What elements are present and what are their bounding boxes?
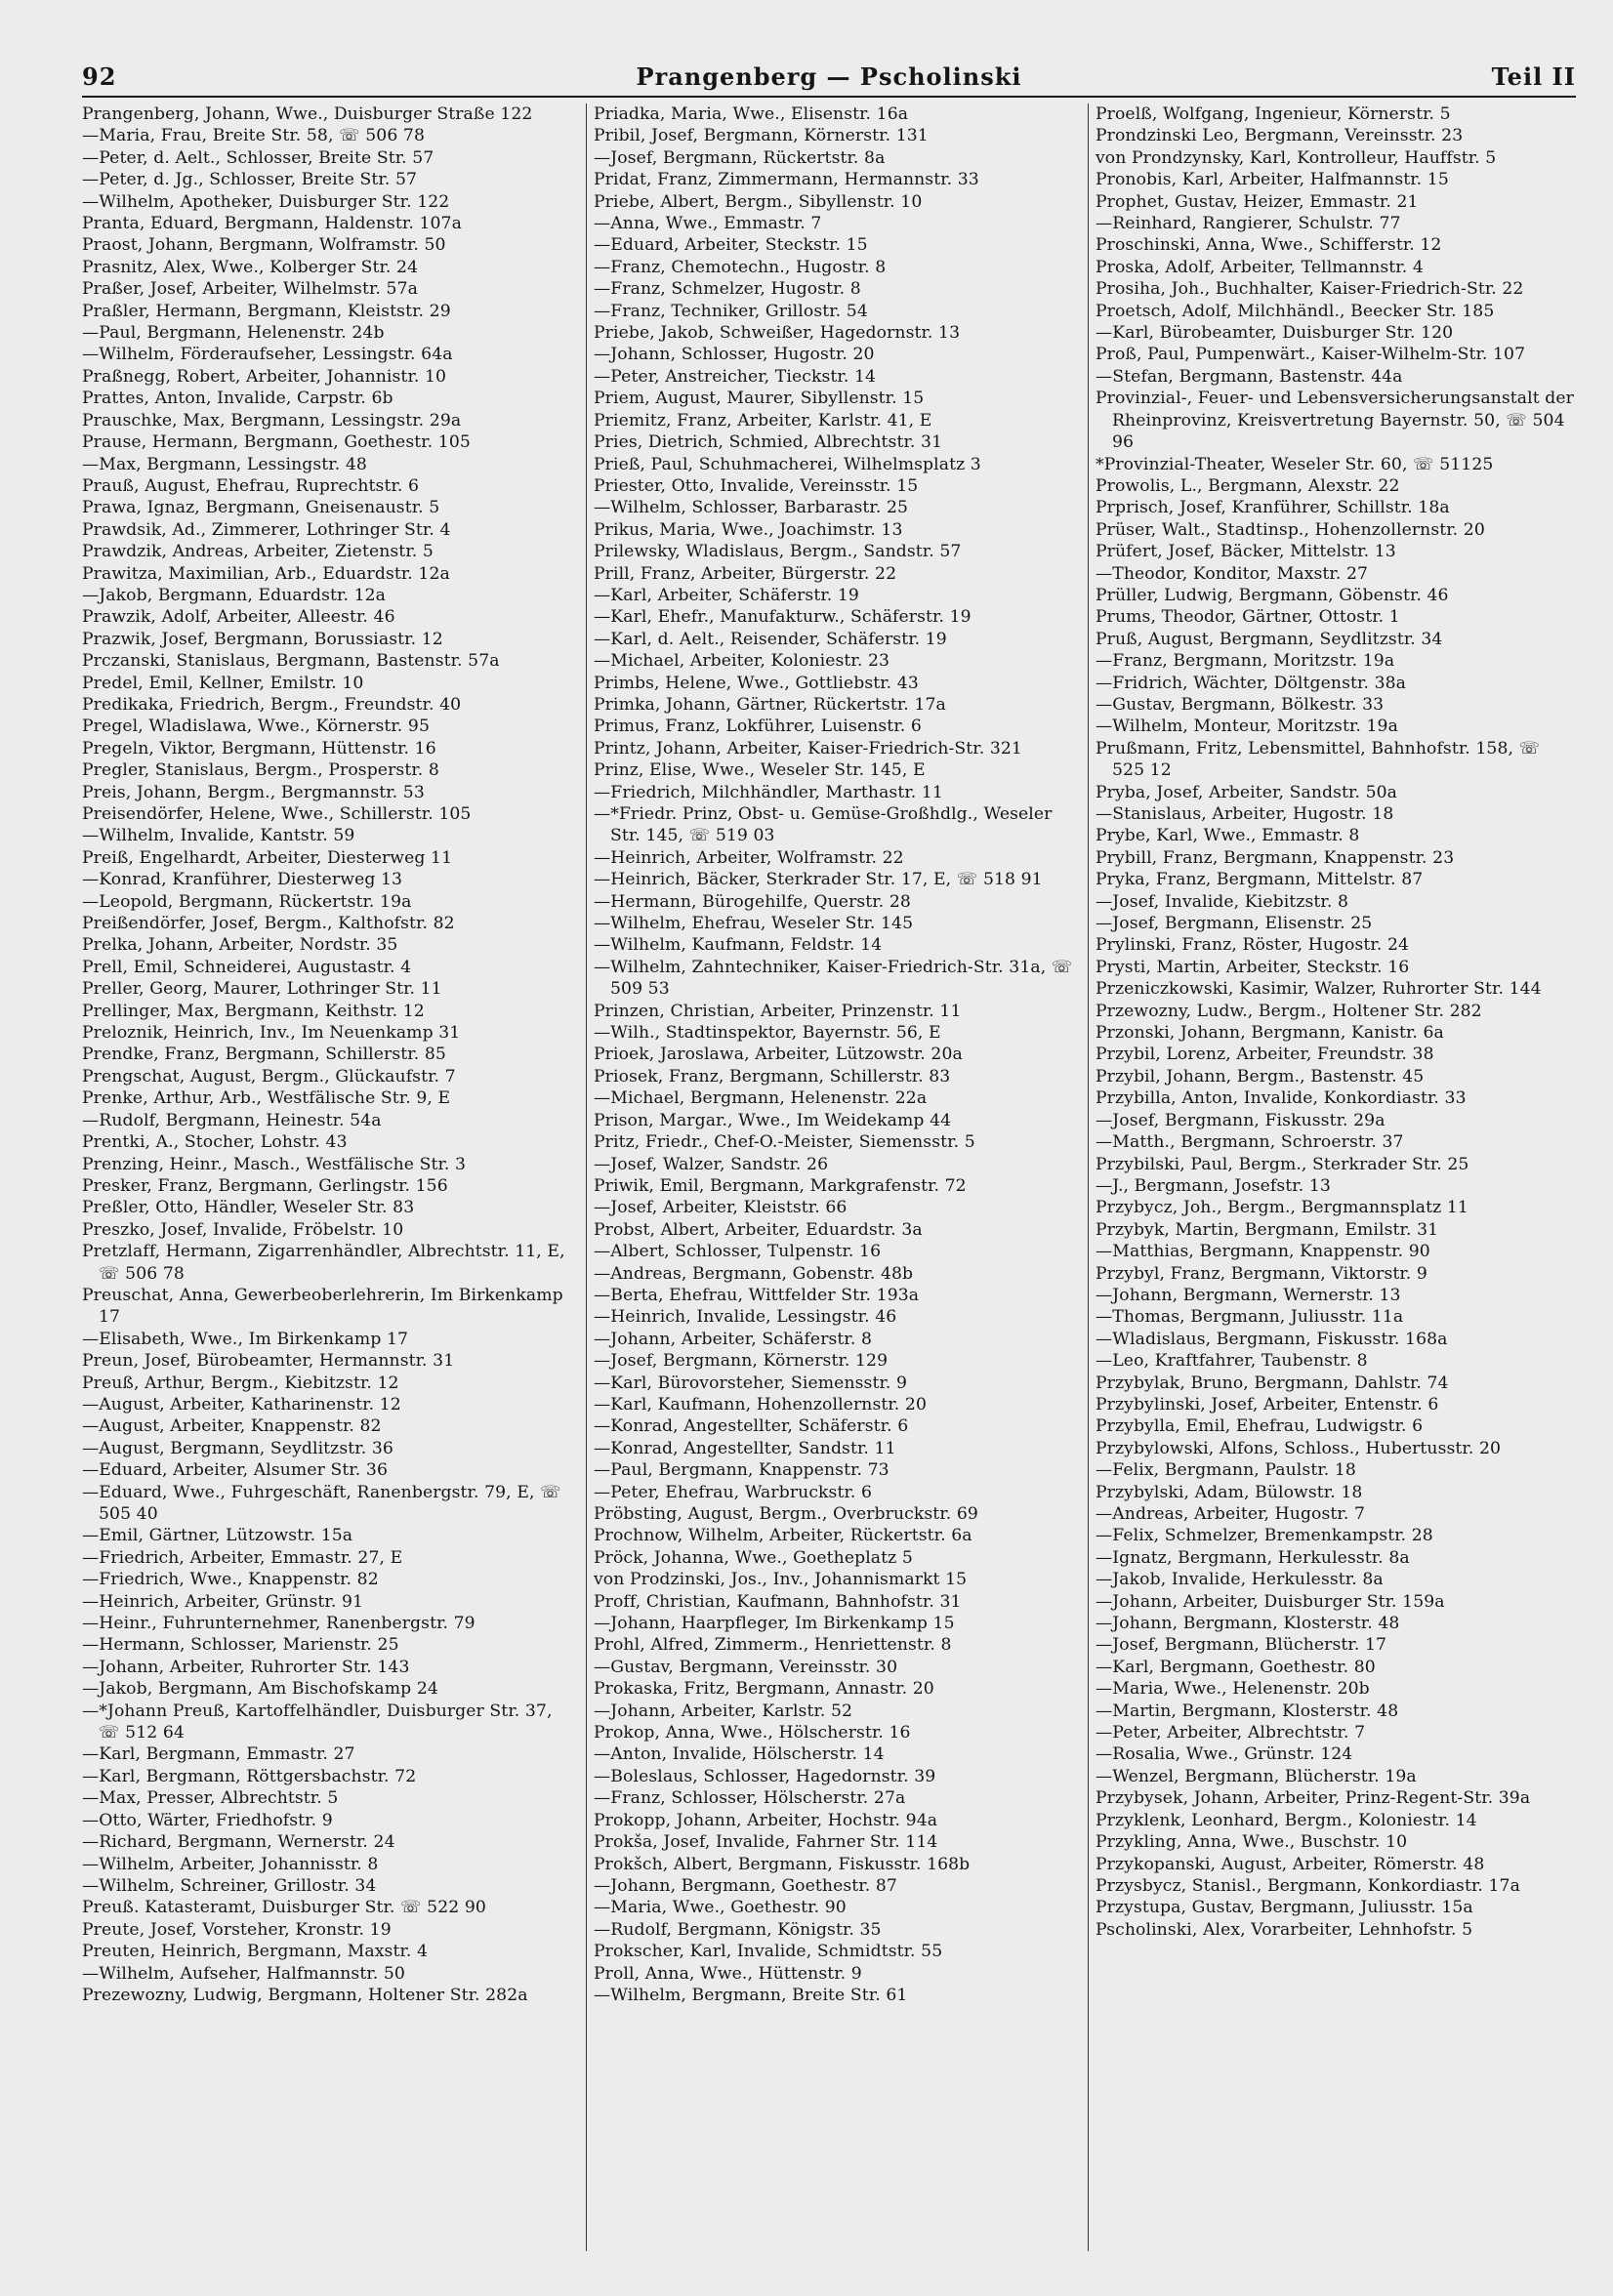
directory-entry: Prohl, Alfred, Zimmerm., Henriettenstr. 8 <box>594 1635 952 1656</box>
directory-entry: —Johann, Bergmann, Klosterstr. 48 <box>1096 1614 1400 1634</box>
directory-entry: —Johann, Arbeiter, Karlstr. 52 <box>594 1701 853 1721</box>
directory-entry: —Peter, Anstreicher, Tieckstr. 14 <box>594 366 877 387</box>
directory-entry: Prochnow, Wilhelm, Arbeiter, Rückertstr. 6a <box>594 1526 972 1546</box>
directory-entry: Przybylla, Emil, Ehefrau, Ludwigstr. 6 <box>1096 1416 1424 1437</box>
directory-entry: Pryba, Josef, Arbeiter, Sandstr. 50a <box>1096 782 1397 802</box>
directory-entry: Prokop, Anna, Wwe., Hölscherstr. 16 <box>594 1723 911 1743</box>
directory-entry: Prybe, Karl, Wwe., Emmastr. 8 <box>1096 826 1360 846</box>
directory-entry: Proetsch, Adolf, Milchhändl., Beecker Str. 185 <box>1096 301 1495 321</box>
directory-entry: Prinz, Elise, Wwe., Weseler Str. 145, E <box>594 760 926 781</box>
directory-entry: Przyklenk, Leonhard, Bergm., Koloniestr. 14 <box>1096 1810 1477 1830</box>
directory-entry: Prüfert, Josef, Bäcker, Mittelstr. 13 <box>1096 542 1396 562</box>
directory-entry: —Karl, Ehefr., Manufakturw., Schäferstr. 19 <box>594 607 972 628</box>
directory-entry: —Franz, Techniker, Grillostr. 54 <box>594 301 868 321</box>
directory-entry: Przystupa, Gustav, Bergmann, Juliusstr. 15a <box>1096 1898 1473 1918</box>
directory-entry: Przybil, Lorenz, Arbeiter, Freundstr. 38 <box>1096 1045 1434 1065</box>
directory-entry: Prüller, Ludwig, Bergmann, Göbenstr. 46 <box>1096 585 1449 605</box>
directory-entry: Priosek, Franz, Bergmann, Schillerstr. 83 <box>594 1066 951 1086</box>
directory-entry: —Stefan, Bergmann, Bastenstr. 44a <box>1096 366 1403 387</box>
directory-entry: —Friedrich, Wwe., Knappenstr. 82 <box>82 1570 379 1590</box>
directory-entry: Prangenberg, Johann, Wwe., Duisburger Straße 122 <box>82 104 533 124</box>
directory-entry: Przybycz, Joh., Bergm., Bergmannsplatz 11 <box>1096 1198 1468 1218</box>
directory-entry: —Ignatz, Bergmann, Herkulesstr. 8a <box>1096 1547 1410 1568</box>
directory-entry: —Gustav, Bergmann, Bölkestr. 33 <box>1096 694 1385 715</box>
directory-entry: Pronobis, Karl, Arbeiter, Halfmannstr. 15 <box>1096 170 1449 190</box>
directory-entry: —Thomas, Bergmann, Juliusstr. 11a <box>1096 1307 1404 1328</box>
directory-entry: —Eduard, Arbeiter, Steckstr. 15 <box>594 235 868 256</box>
directory-entry: Provinzial-, Feuer- und Lebensversicherungsanstalt der Rheinprovinz, Kreisvertretung Bayernstr. 50, ☏ 504 96 <box>1096 389 1574 453</box>
directory-entry: —Otto, Wärter, Friedhofstr. 9 <box>82 1810 333 1830</box>
directory-entry: Prophet, Gustav, Heizer, Emmastr. 21 <box>1096 191 1419 212</box>
directory-entry: —Paul, Bergmann, Helenenstr. 24b <box>82 323 385 344</box>
directory-entry: —Leo, Kraftfahrer, Taubenstr. 8 <box>1096 1351 1368 1372</box>
directory-entry: Preuschat, Anna, Gewerbeoberlehrerin, Im Birkenkamp 17 <box>82 1285 563 1328</box>
directory-entry: Predikaka, Friedrich, Bergm., Freundstr. 40 <box>82 694 462 715</box>
directory-entry: —Heinrich, Invalide, Lessingstr. 46 <box>594 1307 897 1328</box>
directory-entry: Przybyl, Franz, Bergmann, Viktorstr. 9 <box>1096 1263 1427 1284</box>
directory-entry: Prokopp, Johann, Arbeiter, Hochstr. 94a <box>594 1810 938 1830</box>
page-header <box>82 57 1576 98</box>
directory-entry: Preisendörfer, Helene, Wwe., Schillerstr. 105 <box>82 804 472 824</box>
directory-entry: Preißendörfer, Josef, Bergm., Kalthofstr. 82 <box>82 914 455 934</box>
directory-entry: Prazwik, Josef, Bergmann, Borussiastr. 12 <box>82 629 443 649</box>
directory-entry: —Albert, Schlosser, Tulpenstr. 16 <box>594 1242 882 1262</box>
directory-entry: —Gustav, Bergmann, Vereinsstr. 30 <box>594 1657 898 1677</box>
directory-entry: Pruß, August, Bergmann, Seydlitzstr. 34 <box>1096 629 1443 649</box>
directory-entry: Prawzik, Adolf, Arbeiter, Alleestr. 46 <box>82 607 395 628</box>
directory-entry: —Wilhelm, Schlosser, Barbarastr. 25 <box>594 498 909 518</box>
directory-entry: Przykling, Anna, Wwe., Buschstr. 10 <box>1096 1832 1408 1853</box>
directory-entry: von Prondzynsky, Karl, Kontrolleur, Hauffstr. 5 <box>1096 147 1497 168</box>
directory-entry: —Josef, Bergmann, Blücherstr. 17 <box>1096 1635 1387 1656</box>
directory-entry: —Konrad, Kranführer, Diesterweg 13 <box>82 870 403 890</box>
directory-entry: Prokscher, Karl, Invalide, Schmidtstr. 55 <box>594 1942 943 1962</box>
directory-entry: —Theodor, Konditor, Maxstr. 27 <box>1096 563 1369 584</box>
directory-entry: Przybilski, Paul, Bergm., Sterkrader Str. 25 <box>1096 1154 1469 1174</box>
directory-entry: Primka, Johann, Gärtner, Rückertstr. 17a <box>594 694 946 715</box>
directory-entry: —Andreas, Arbeiter, Hugostr. 7 <box>1096 1504 1366 1524</box>
directory-entry: Prawitza, Maximilian, Arb., Eduardstr. 12a <box>82 563 450 584</box>
directory-entry: Proff, Christian, Kaufmann, Bahnhofstr. 31 <box>594 1591 962 1612</box>
directory-entry: —Leopold, Bergmann, Rückertstr. 19a <box>82 891 412 912</box>
directory-entry: Przybylak, Bruno, Bergmann, Dahlstr. 74 <box>1096 1373 1449 1393</box>
directory-entry: Presker, Franz, Bergmann, Gerlingstr. 156 <box>82 1175 448 1196</box>
directory-entry: Prison, Margar., Wwe., Im Weidekamp 44 <box>594 1110 952 1130</box>
directory-entry: Prioek, Jaroslawa, Arbeiter, Lützowstr. 20a <box>594 1045 963 1065</box>
directory-entry: Preun, Josef, Bürobeamter, Hermannstr. 31 <box>82 1351 455 1372</box>
directory-entry: —Jakob, Invalide, Herkulesstr. 8a <box>1096 1570 1384 1590</box>
directory-entry: —Franz, Schmelzer, Hugostr. 8 <box>594 279 861 300</box>
directory-entry: Pregel, Wladislawa, Wwe., Körnerstr. 95 <box>82 717 430 737</box>
running-title: Prangenberg — Pscholinski <box>636 62 1022 91</box>
directory-entry: —Wilhelm, Ehefrau, Weseler Str. 145 <box>594 914 914 934</box>
directory-entry: —Konrad, Angestellter, Sandstr. 11 <box>594 1438 896 1458</box>
directory-entry: Preßler, Otto, Händler, Weseler Str. 83 <box>82 1198 415 1218</box>
directory-entry: Preuß, Arthur, Bergm., Kiebitzstr. 12 <box>82 1373 399 1393</box>
directory-entry: Prellinger, Max, Bergmann, Keithstr. 12 <box>82 1001 425 1021</box>
directory-entry: Prprisch, Josef, Kranführer, Schillstr. 18a <box>1096 498 1450 518</box>
directory-entry: —Josef, Arbeiter, Kleiststr. 66 <box>594 1198 848 1218</box>
directory-entry: Prosiha, Joh., Buchhalter, Kaiser-Friedrich-Str. 22 <box>1096 279 1524 300</box>
directory-entry: —Peter, d. Aelt., Schlosser, Breite Str. 57 <box>82 147 434 168</box>
directory-entry: —Friedrich, Milchhändler, Marthastr. 11 <box>594 782 943 802</box>
directory-entry: —Johann, Bergmann, Wernerstr. 13 <box>1096 1285 1401 1305</box>
directory-entry: —Reinhard, Rangierer, Schulstr. 77 <box>1096 214 1401 234</box>
directory-entry: —Heinrich, Arbeiter, Grünstr. 91 <box>82 1591 364 1612</box>
directory-entry: Pranta, Eduard, Bergmann, Haldenstr. 107a <box>82 214 462 234</box>
directory-entry: Prause, Hermann, Bergmann, Goethestr. 105 <box>82 432 471 453</box>
directory-entry: Prczanski, Stanislaus, Bergmann, Bastenstr. 57a <box>82 651 500 672</box>
directory-entry: —Rosalia, Wwe., Grünstr. 124 <box>1096 1744 1353 1765</box>
directory-entry: —Boleslaus, Schlosser, Hagedornstr. 39 <box>594 1766 936 1786</box>
directory-entry: Predel, Emil, Kellner, Emilstr. 10 <box>82 673 364 693</box>
directory-entry: Przykopanski, August, Arbeiter, Römerstr. 48 <box>1096 1854 1485 1874</box>
directory-entry: —Matth., Bergmann, Schroerstr. 37 <box>1096 1132 1404 1153</box>
directory-entry: —Franz, Schlosser, Hölscherstr. 27a <box>594 1788 906 1809</box>
directory-entry: Priem, August, Maurer, Sibyllenstr. 15 <box>594 389 925 409</box>
directory-entry: —Franz, Chemotechn., Hugostr. 8 <box>594 257 887 277</box>
directory-entry: *Provinzial-Theater, Weseler Str. 60, ☏ 51125 <box>1096 454 1494 474</box>
directory-entry: —Michael, Bergmann, Helenenstr. 22a <box>594 1088 928 1109</box>
directory-entry: —Berta, Ehefrau, Wittfelder Str. 193a <box>594 1285 920 1305</box>
directory-entry: Probst, Albert, Arbeiter, Eduardstr. 3a <box>594 1219 923 1240</box>
directory-entry: Przybylinski, Josef, Arbeiter, Entenstr. 6 <box>1096 1394 1439 1414</box>
directory-entry: Prokaska, Fritz, Bergmann, Annastr. 20 <box>594 1679 934 1700</box>
directory-entry: —Rudolf, Bergmann, Heinestr. 54a <box>82 1110 382 1130</box>
directory-entry: Printz, Johann, Arbeiter, Kaiser-Friedrich-Str. 321 <box>594 738 1022 758</box>
directory-entry: —Richard, Bergmann, Wernerstr. 24 <box>82 1832 395 1853</box>
directory-entry: Preute, Josef, Vorsteher, Kronstr. 19 <box>82 1919 392 1940</box>
directory-entry: —Johann, Arbeiter, Ruhrorter Str. 143 <box>82 1657 410 1677</box>
directory-entry: —August, Arbeiter, Katharinenstr. 12 <box>82 1394 401 1414</box>
directory-entry: Prenzing, Heinr., Masch., Westfälische Str. 3 <box>82 1154 467 1174</box>
directory-entry: Prauschke, Max, Bergmann, Lessingstr. 29a <box>82 410 462 430</box>
directory-entry: Pribil, Josef, Bergmann, Körnerstr. 131 <box>594 126 929 146</box>
directory-entry: Praost, Johann, Bergmann, Wolframstr. 50 <box>82 235 446 256</box>
directory-entry: —Wilhelm, Monteur, Moritzstr. 19a <box>1096 717 1398 737</box>
directory-entry: —Josef, Bergmann, Fiskusstr. 29a <box>1096 1110 1386 1130</box>
directory-entry: —Maria, Wwe., Helenenstr. 20b <box>1096 1679 1370 1700</box>
directory-entry: Przonski, Johann, Bergmann, Kanistr. 6a <box>1096 1023 1444 1044</box>
directory-entry: Proelß, Wolfgang, Ingenieur, Körnerstr. 5 <box>1096 104 1451 124</box>
directory-entry: —Paul, Bergmann, Knappenstr. 73 <box>594 1460 889 1481</box>
directory-entry: —Michael, Arbeiter, Koloniestr. 23 <box>594 651 890 672</box>
directory-entry: Przeniczkowski, Kasimir, Walzer, Ruhrorter Str. 144 <box>1096 979 1542 1000</box>
directory-entry: Prysti, Martin, Arbeiter, Steckstr. 16 <box>1096 957 1410 977</box>
directory-entry: —Wilhelm, Schreiner, Grillostr. 34 <box>82 1875 377 1896</box>
directory-entry: —Felix, Bergmann, Paulstr. 18 <box>1096 1460 1356 1481</box>
directory-entry: Preuß. Katasteramt, Duisburger Str. ☏ 522 90 <box>82 1898 486 1918</box>
directory-entry: Pregler, Stanislaus, Bergm., Prosperstr. 8 <box>82 760 439 781</box>
directory-entry: —Wenzel, Bergmann, Blücherstr. 19a <box>1096 1766 1417 1786</box>
directory-entry: Proll, Anna, Wwe., Hüttenstr. 9 <box>594 1963 862 1984</box>
directory-entry: Prilewsky, Wladislaus, Bergm., Sandstr. 57 <box>594 542 962 562</box>
directory-entry: Prondzinski Leo, Bergmann, Vereinsstr. 23 <box>1096 126 1464 146</box>
directory-entry: —J., Bergmann, Josefstr. 13 <box>1096 1175 1331 1196</box>
column-1 <box>82 103 570 2251</box>
directory-entry: Preszko, Josef, Invalide, Fröbelstr. 10 <box>82 1219 404 1240</box>
directory-entry: Prattes, Anton, Invalide, Carpstr. 6b <box>82 389 393 409</box>
directory-entry: Przybylski, Adam, Bülowstr. 18 <box>1096 1482 1363 1502</box>
directory-entry: Preuten, Heinrich, Bergmann, Maxstr. 4 <box>82 1942 429 1962</box>
directory-entry: Praßnegg, Robert, Arbeiter, Johannistr. 10 <box>82 366 447 387</box>
directory-entry: —Wilhelm, Invalide, Kantstr. 59 <box>82 826 355 846</box>
directory-entry: —Jakob, Bergmann, Eduardstr. 12a <box>82 585 387 605</box>
directory-entry: Przewozny, Ludw., Bergm., Holtener Str. 282 <box>1096 1001 1482 1021</box>
directory-entry: —Matthias, Bergmann, Knappenstr. 90 <box>1096 1242 1430 1262</box>
directory-entry: Prums, Theodor, Gärtner, Ottostr. 1 <box>1096 607 1400 628</box>
directory-entry: —Hermann, Schlosser, Marienstr. 25 <box>82 1635 399 1656</box>
directory-entry: von Prodzinski, Jos., Inv., Johannismarkt 15 <box>594 1570 968 1590</box>
directory-entry: Praßer, Josef, Arbeiter, Wilhelmstr. 57a <box>82 279 418 300</box>
directory-entry: —Andreas, Bergmann, Gobenstr. 48b <box>594 1263 914 1284</box>
directory-entry: Prelka, Johann, Arbeiter, Nordstr. 35 <box>82 935 398 956</box>
directory-entry: —Hermann, Bürogehilfe, Querstr. 28 <box>594 891 911 912</box>
directory-entry: —Johann, Arbeiter, Schäferstr. 8 <box>594 1329 873 1349</box>
page-number: 92 <box>82 62 117 91</box>
directory-entry: —Stanislaus, Arbeiter, Hugostr. 18 <box>1096 804 1394 824</box>
directory-entry: —Peter, d. Jg., Schlosser, Breite Str. 57 <box>82 170 418 190</box>
directory-entry: Przybil, Johann, Bergm., Bastenstr. 45 <box>1096 1066 1425 1086</box>
directory-entry: —Elisabeth, Wwe., Im Birkenkamp 17 <box>82 1329 409 1349</box>
directory-entry: —Karl, Bürobeamter, Duisburger Str. 120 <box>1096 323 1454 344</box>
directory-entry: —Johann, Haarpfleger, Im Birkenkamp 15 <box>594 1614 955 1634</box>
directory-entry: —Max, Presser, Albrechtstr. 5 <box>82 1788 339 1809</box>
directory-entry: Przybylowski, Alfons, Schloss., Hubertusstr. 20 <box>1096 1438 1502 1458</box>
directory-entry: Prowolis, L., Bergmann, Alexstr. 22 <box>1096 475 1400 496</box>
directory-entry: Pries, Dietrich, Schmied, Albrechtstr. 31 <box>594 432 943 453</box>
directory-entry: Priemitz, Franz, Arbeiter, Karlstr. 41, E <box>594 410 932 430</box>
directory-entry: Prußmann, Fritz, Lebensmittel, Bahnhofstr. 158, ☏ 525 12 <box>1096 738 1541 781</box>
directory-entry: Prinzen, Christian, Arbeiter, Prinzenstr. 11 <box>594 1001 962 1021</box>
directory-entry: Priwik, Emil, Bergmann, Markgrafenstr. 72 <box>594 1175 967 1196</box>
directory-entry: Prengschat, August, Bergm., Glückaufstr. 7 <box>82 1066 456 1086</box>
directory-entry: —Friedrich, Arbeiter, Emmastr. 27, E <box>82 1547 403 1568</box>
directory-entry: —August, Arbeiter, Knappenstr. 82 <box>82 1416 382 1437</box>
directory-entry: —Franz, Bergmann, Moritzstr. 19a <box>1096 651 1395 672</box>
directory-entry: —Karl, Kaufmann, Hohenzollernstr. 20 <box>594 1394 927 1414</box>
directory-entry: —Felix, Schmelzer, Bremenkampstr. 28 <box>1096 1526 1433 1546</box>
directory-entry: —Konrad, Angestellter, Schäferstr. 6 <box>594 1416 909 1437</box>
directory-entry: Przybysek, Johann, Arbeiter, Prinz-Regent-Str. 39a <box>1096 1788 1531 1809</box>
directory-entry: —Karl, Bergmann, Emmastr. 27 <box>82 1744 355 1765</box>
directory-entry: —*Johann Preuß, Kartoffelhändler, Duisburger Str. 37, ☏ 512 64 <box>82 1701 553 1743</box>
directory-entry: —Josef, Bergmann, Körnerstr. 129 <box>594 1351 889 1372</box>
directory-entry: —Eduard, Wwe., Fuhrgeschäft, Ranenbergstr. 79, E, ☏ 505 40 <box>82 1482 561 1524</box>
directory-entry: —Josef, Invalide, Kiebitzstr. 8 <box>1096 891 1348 912</box>
directory-entry: Przybyk, Martin, Bergmann, Emilstr. 31 <box>1096 1219 1439 1240</box>
directory-columns <box>82 103 1576 2251</box>
directory-entry: —Wilhelm, Apotheker, Duisburger Str. 122 <box>82 191 450 212</box>
column-2 <box>586 103 1081 2251</box>
directory-entry: Priadka, Maria, Wwe., Elisenstr. 16a <box>594 104 909 124</box>
directory-entry: Prell, Emil, Schneiderei, Augustastr. 4 <box>82 957 412 977</box>
directory-entry: —Wilhelm, Kaufmann, Feldstr. 14 <box>594 935 883 956</box>
directory-entry: Prikus, Maria, Wwe., Joachimstr. 13 <box>594 519 903 540</box>
directory-entry: Priebe, Jakob, Schweißer, Hagedornstr. 13 <box>594 323 961 344</box>
directory-entry: —Maria, Wwe., Goethestr. 90 <box>594 1898 847 1918</box>
directory-entry: —Anna, Wwe., Emmastr. 7 <box>594 214 822 234</box>
directory-entry: Proß, Paul, Pumpenwärt., Kaiser-Wilhelm-Str. 107 <box>1096 345 1526 365</box>
directory-entry: —Wilhelm, Arbeiter, Johannisstr. 8 <box>82 1854 379 1874</box>
directory-entry: Prawdzik, Andreas, Arbeiter, Zietenstr. 5 <box>82 542 434 562</box>
directory-entry: —Heinrich, Arbeiter, Wolframstr. 22 <box>594 847 904 868</box>
directory-entry: Proschinski, Anna, Wwe., Schifferstr. 12 <box>1096 235 1442 256</box>
directory-entry: Pregeln, Viktor, Bergmann, Hüttenstr. 16 <box>82 738 436 758</box>
directory-entry: Priester, Otto, Invalide, Vereinsstr. 15 <box>594 475 919 496</box>
directory-entry: —Karl, Bürovorsteher, Siemensstr. 9 <box>594 1373 908 1393</box>
directory-entry: —Heinrich, Bäcker, Sterkrader Str. 17, E, ☏ 518 91 <box>594 870 1043 890</box>
directory-entry: Prauß, August, Ehefrau, Ruprechtstr. 6 <box>82 475 420 496</box>
directory-entry: —Karl, Arbeiter, Schäferstr. 19 <box>594 585 859 605</box>
directory-entry: —Wilh., Stadtinspektor, Bayernstr. 56, E <box>594 1023 941 1044</box>
directory-entry: —Jakob, Bergmann, Am Bischofskamp 24 <box>82 1679 438 1700</box>
directory-entry: Prentki, A., Stocher, Lohstr. 43 <box>82 1132 348 1153</box>
directory-entry: —Karl, Bergmann, Goethestr. 80 <box>1096 1657 1376 1677</box>
directory-entry: Prokšch, Albert, Bergmann, Fiskusstr. 168b <box>594 1854 971 1874</box>
directory-entry: Prawa, Ignaz, Bergmann, Gneisenaustr. 5 <box>82 498 440 518</box>
directory-entry: —Josef, Walzer, Sandstr. 26 <box>594 1154 829 1174</box>
directory-entry: —Wilhelm, Aufseher, Halfmannstr. 50 <box>82 1963 405 1984</box>
directory-entry: —Wilhelm, Zahntechniker, Kaiser-Friedrich-Str. 31a, ☏ 509 53 <box>594 957 1073 1000</box>
directory-entry: —Rudolf, Bergmann, Königstr. 35 <box>594 1919 882 1940</box>
directory-entry: Pscholinski, Alex, Vorarbeiter, Lehnhofstr. 5 <box>1096 1919 1473 1940</box>
directory-entry: —Anton, Invalide, Hölscherstr. 14 <box>594 1744 885 1765</box>
directory-entry: —Johann, Arbeiter, Duisburger Str. 159a <box>1096 1591 1445 1612</box>
directory-entry: Pritz, Friedr., Chef-O.-Meister, Siemensstr. 5 <box>594 1132 975 1153</box>
directory-entry: —Eduard, Arbeiter, Alsumer Str. 36 <box>82 1460 388 1481</box>
directory-entry: Praßler, Hermann, Bergmann, Kleiststr. 29 <box>82 301 451 321</box>
directory-entry: Prenke, Arthur, Arb., Westfälische Str. 9, E <box>82 1088 451 1109</box>
directory-entry: —Wilhelm, Bergmann, Breite Str. 61 <box>594 1985 908 2005</box>
directory-entry: Prybill, Franz, Bergmann, Knappenstr. 23 <box>1096 847 1455 868</box>
directory-entry: —Johann, Schlosser, Hugostr. 20 <box>594 345 875 365</box>
directory-entry: Proska, Adolf, Arbeiter, Tellmannstr. 4 <box>1096 257 1424 277</box>
directory-entry: Pröbsting, August, Bergm., Overbruckstr. 69 <box>594 1504 978 1524</box>
directory-entry: Pröck, Johanna, Wwe., Goetheplatz 5 <box>594 1547 913 1568</box>
directory-entry: Preller, Georg, Maurer, Lothringer Str. 11 <box>82 979 442 1000</box>
directory-entry: —Martin, Bergmann, Klosterstr. 48 <box>1096 1701 1399 1721</box>
directory-entry: Primbs, Helene, Wwe., Gottliebstr. 43 <box>594 673 919 693</box>
directory-entry: —Peter, Arbeiter, Albrechtstr. 7 <box>1096 1723 1366 1743</box>
directory-entry: Przysbycz, Stanisl., Bergmann, Konkordiastr. 17a <box>1096 1875 1520 1896</box>
directory-entry: Prill, Franz, Arbeiter, Bürgerstr. 22 <box>594 563 897 584</box>
directory-entry: Prendke, Franz, Bergmann, Schillerstr. 85 <box>82 1045 446 1065</box>
directory-entry: —Wilhelm, Förderaufseher, Lessingstr. 64a <box>82 345 453 365</box>
section-label: Teil II <box>1491 62 1576 91</box>
directory-entry: —Karl, d. Aelt., Reisender, Schäferstr. 19 <box>594 629 947 649</box>
directory-entry: —Fridrich, Wächter, Döltgenstr. 38a <box>1096 673 1406 693</box>
directory-entry: —Maria, Frau, Breite Str. 58, ☏ 506 78 <box>82 126 425 146</box>
directory-entry: Pryka, Franz, Bergmann, Mittelstr. 87 <box>1096 870 1424 890</box>
directory-entry: Prüser, Walt., Stadtinsp., Hohenzollernstr. 20 <box>1096 519 1485 540</box>
directory-entry: —Wladislaus, Bergmann, Fiskusstr. 168a <box>1096 1329 1448 1349</box>
directory-entry: Primus, Franz, Lokführer, Luisenstr. 6 <box>594 717 922 737</box>
directory-entry: —Johann, Bergmann, Goethestr. 87 <box>594 1875 897 1896</box>
directory-entry: Prieß, Paul, Schuhmacherei, Wilhelmsplatz 3 <box>594 454 981 474</box>
directory-entry: Pretzlaff, Hermann, Zigarrenhändler, Albrechtstr. 11, E, ☏ 506 78 <box>82 1242 565 1284</box>
directory-entry: —*Friedr. Prinz, Obst- u. Gemüse-Großhdlg., Weseler Str. 145, ☏ 519 03 <box>594 804 1053 846</box>
directory-entry: Prawdsik, Ad., Zimmerer, Lothringer Str. 4 <box>82 519 451 540</box>
directory-entry: Przybilla, Anton, Invalide, Konkordiastr. 33 <box>1096 1088 1467 1109</box>
directory-entry: —Karl, Bergmann, Röttgersbachstr. 72 <box>82 1766 417 1786</box>
column-3 <box>1088 103 1576 2251</box>
directory-entry: Prezewozny, Ludwig, Bergmann, Holtener Str. 282a <box>82 1985 528 2005</box>
directory-entry: —Josef, Bergmann, Rückertstr. 8a <box>594 147 886 168</box>
directory-entry: Prylinski, Franz, Röster, Hugostr. 24 <box>1096 935 1410 956</box>
directory-entry: Preiß, Engelhardt, Arbeiter, Diesterweg 11 <box>82 847 453 868</box>
directory-entry: —Josef, Bergmann, Elisenstr. 25 <box>1096 914 1373 934</box>
directory-entry: Preloznik, Heinrich, Inv., Im Neuenkamp 31 <box>82 1023 461 1044</box>
directory-entry: Preis, Johann, Bergm., Bergmannstr. 53 <box>82 782 425 802</box>
directory-entry: Pridat, Franz, Zimmermann, Hermannstr. 33 <box>594 170 979 190</box>
directory-entry: Prokša, Josef, Invalide, Fahrner Str. 114 <box>594 1832 938 1853</box>
directory-entry: —Emil, Gärtner, Lützowstr. 15a <box>82 1526 353 1546</box>
directory-entry: Priebe, Albert, Bergm., Sibyllenstr. 10 <box>594 191 923 212</box>
directory-entry: —Heinr., Fuhrunternehmer, Ranenbergstr. 79 <box>82 1614 476 1634</box>
directory-entry: —Peter, Ehefrau, Warbruckstr. 6 <box>594 1482 873 1502</box>
directory-entry: —Max, Bergmann, Lessingstr. 48 <box>82 454 367 474</box>
directory-entry: Prasnitz, Alex, Wwe., Kolberger Str. 24 <box>82 257 419 277</box>
directory-entry: —August, Bergmann, Seydlitzstr. 36 <box>82 1438 393 1458</box>
